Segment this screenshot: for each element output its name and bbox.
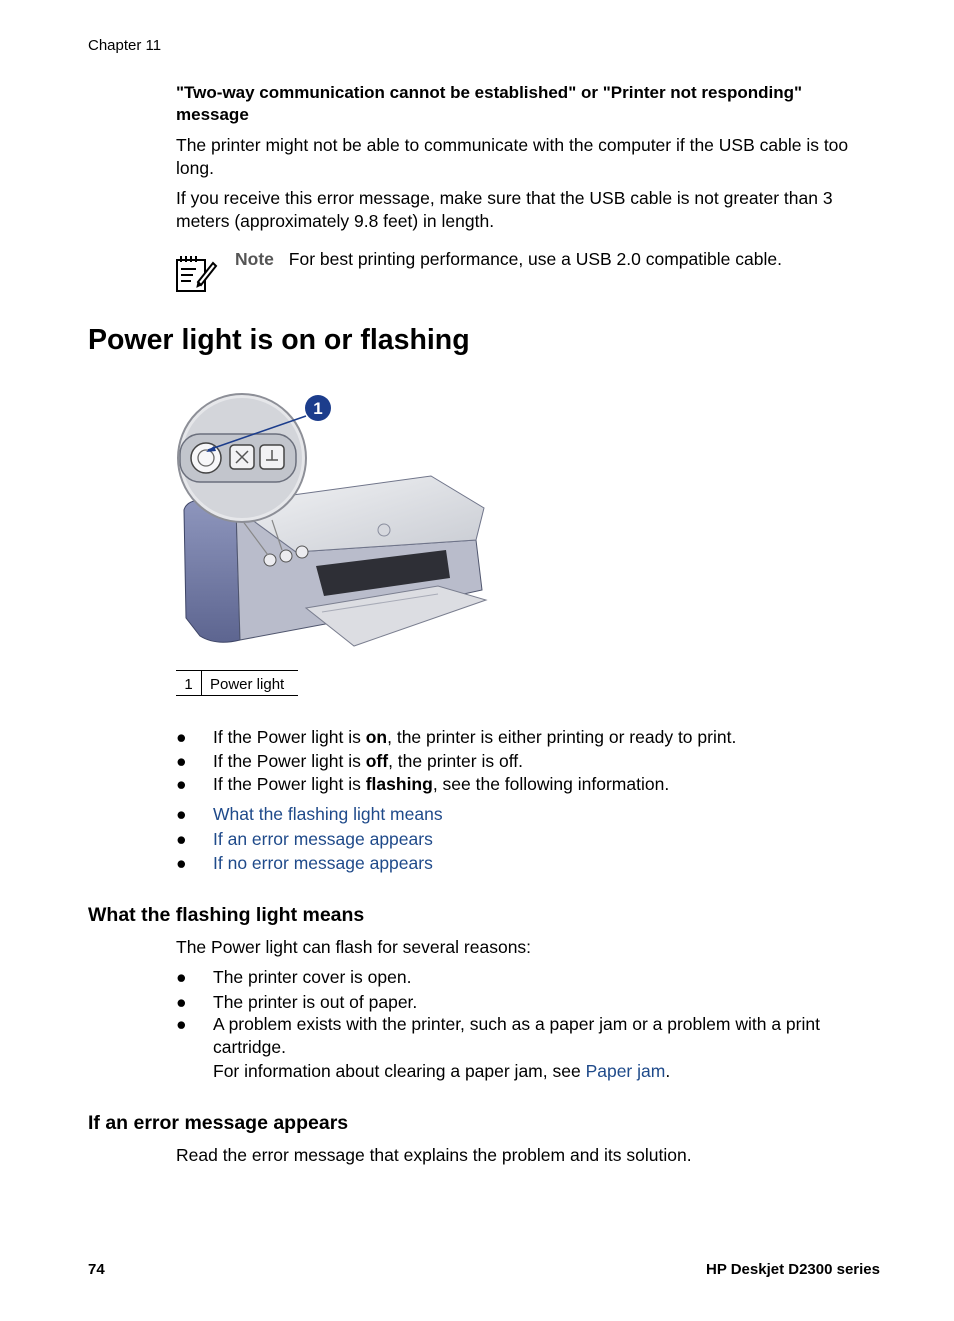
chapter-header: Chapter 11 [88, 37, 162, 54]
note-label: Note [235, 249, 274, 269]
note-text: For best printing performance, use a USB 2.0 compatible cable. [288, 249, 782, 269]
product-name: HP Deskjet D2300 series [705, 1261, 880, 1278]
note-icon [174, 252, 218, 294]
twoway-heading: "Two-way communication cannot be established" or "Printer not responding" message [176, 83, 803, 124]
link-flashing-light[interactable]: What the flashing light means [213, 804, 443, 824]
callout-table [176, 670, 298, 696]
error-text: Read the error message that explains the problem and its solution. [176, 1145, 692, 1165]
link-no-error-message[interactable]: If no error message appears [213, 853, 433, 873]
twoway-para-2: If you receive this error message, make sure that the USB cable is not greater than 3 meters (approximately 9.8 feet) in length. [176, 188, 833, 231]
page-number: 74 [88, 1261, 105, 1278]
callout-label: Power light [202, 671, 299, 696]
error-heading: If an error message appears [88, 1112, 349, 1134]
flashing-heading: What the flashing light means [88, 904, 365, 926]
twoway-para-1: The printer might not be able to communicate with the computer if the USB cable is too long. [176, 135, 849, 178]
note [235, 249, 782, 270]
callout-number: 1 [176, 671, 202, 696]
power-light-heading: Power light is on or flashing [88, 324, 470, 356]
link-error-message[interactable]: If an error message appears [213, 829, 433, 849]
callout-badge-number: 1 [313, 399, 323, 418]
flashing-intro: The Power light can flash for several reasons: [176, 937, 532, 957]
printer-illustration [176, 390, 488, 650]
link-paper-jam[interactable]: Paper jam [585, 1061, 666, 1081]
